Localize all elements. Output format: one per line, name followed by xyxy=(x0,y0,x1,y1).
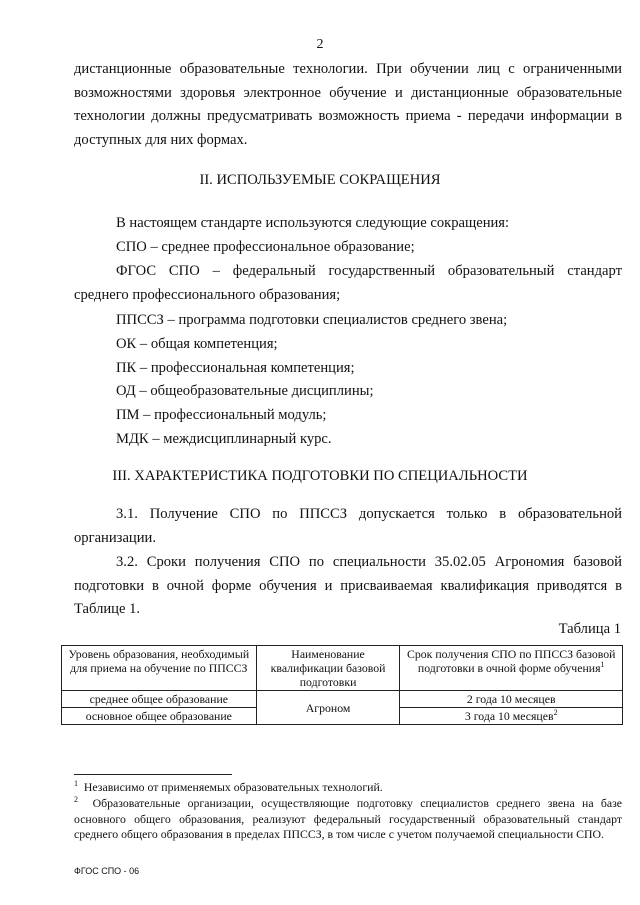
document-footer: ФГОС СПО - 06 xyxy=(74,866,140,876)
page-number: 2 xyxy=(316,37,324,52)
header-term-text: Срок получения СПО по ППССЗ базовой подготовки в очной форме обучения xyxy=(407,647,616,675)
cell-term xyxy=(400,691,623,708)
header-education-level: Уровень образования, необходимый для приема на обучение по ППССЗ xyxy=(62,646,257,691)
footnote-text: Независимо от применяемых образовательных технологий. xyxy=(83,780,383,794)
abbr-mdk: МДК – междисциплинарный курс. xyxy=(116,431,332,447)
text-line: 3.1. Получение СПО по ППССЗ допускается только в образовательной xyxy=(116,506,622,522)
table-row xyxy=(62,691,623,708)
paragraph-3-1 xyxy=(74,503,622,550)
footnote-2 xyxy=(74,796,622,843)
section-3-heading: III. ХАРАКТЕРИСТИКА ПОДГОТОВКИ ПО СПЕЦИАЛЬНОСТИ xyxy=(112,468,528,484)
cell-level: среднее общее образование xyxy=(62,691,257,708)
cell-level: основное общее образование xyxy=(62,708,257,725)
abbr-pm: ПМ – профессиональный модуль; xyxy=(116,407,327,423)
cell-term-text: 3 года 10 месяцев xyxy=(464,709,554,723)
header-qualification: Наименование квалификации базовой подготовки xyxy=(256,646,400,691)
text-line: Таблице 1. xyxy=(74,601,141,617)
abbr-ppssz: ППССЗ – программа подготовки специалистов среднего звена; xyxy=(116,312,508,328)
cell-term-text: 2 года 10 месяцев xyxy=(466,692,556,706)
text-line: ФГОС СПО – федеральный государственный образовательный стандарт xyxy=(116,263,622,279)
qualification-table xyxy=(61,645,623,725)
table-header-row xyxy=(62,646,623,691)
abbr-intro: В настоящем стандарте используются следующие сокращения: xyxy=(116,215,510,231)
text-line: подготовки в очной форме обучения и присваиваемая квалификация приводятся в xyxy=(74,577,622,594)
footnote-text: Образовательные организации, осуществляющие подготовку специалистов среднего звена на базе основного общего образования, реализуют федеральный государственный образовательный стандарт среднего общего образования в пределах ППССЗ, в том числе с учетом получаемой специальности СПО. xyxy=(74,796,623,841)
text-line: возможностями здоровья электронное обучение и дистанционные образовательные xyxy=(74,84,622,101)
text-line: 3.2. Сроки получения СПО по специальности 35.02.05 Агрономия базовой xyxy=(116,554,622,570)
abbr-fgos xyxy=(74,260,622,307)
abbr-od: ОД – общеобразовательные дисциплины; xyxy=(116,383,374,399)
text-line: доступных для них формах. xyxy=(74,131,248,148)
abbr-ok: ОК – общая компетенция; xyxy=(116,336,278,352)
cell-term xyxy=(400,708,623,725)
intro-paragraph xyxy=(74,58,622,152)
section-2-heading: II. ИСПОЛЬЗУЕМЫЕ СОКРАЩЕНИЯ xyxy=(199,172,441,188)
footnote-ref: 2 xyxy=(553,708,558,718)
footnote-mark: 1 xyxy=(74,779,78,789)
header-term xyxy=(400,646,623,691)
text-line: среднего профессионального образования; xyxy=(74,286,341,303)
table-caption: Таблица 1 xyxy=(558,621,621,637)
footnote-divider xyxy=(74,774,232,775)
text-line: организации. xyxy=(74,529,156,546)
text-line: дистанционные образовательные технологии. При обучении лиц с ограниченными xyxy=(74,61,622,77)
footnote-ref: 1 xyxy=(600,660,605,670)
text-line: технологии должны предусматривать возможность приема - передачи информации в xyxy=(74,108,622,124)
paragraph-3-2 xyxy=(74,551,622,622)
abbr-spo: СПО – среднее профессиональное образование; xyxy=(116,239,415,255)
footnote-mark: 2 xyxy=(74,795,78,805)
footnote-1 xyxy=(74,780,622,796)
abbr-pk: ПК – профессиональная компетенция; xyxy=(116,360,355,376)
cell-qualification: Агроном xyxy=(256,691,400,725)
